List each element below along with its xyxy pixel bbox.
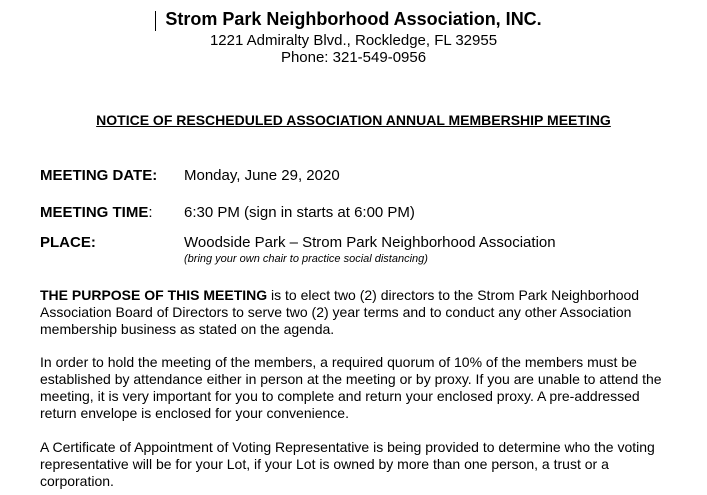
meeting-time-label: MEETING TIME bbox=[40, 204, 149, 221]
organization-phone: Phone: 321-549-0956 bbox=[280, 49, 427, 66]
notice-title: NOTICE OF RESCHEDULED ASSOCIATION ANNUAL MEMBERSHIP MEETING bbox=[96, 112, 611, 128]
meeting-time-colon: : bbox=[148, 204, 153, 221]
place-label: PLACE: bbox=[40, 234, 96, 251]
meeting-date-label: MEETING DATE: bbox=[40, 167, 158, 184]
purpose-text: is to elect two (2) directors to the Strom Park Neighborhood Association Board of Directors to serve two (2) year terms and to conduct any other Association membership business as stated on the agenda. bbox=[40, 287, 640, 337]
certificate-paragraph: A Certificate of Appointment of Voting Representative is being provided to determine who the voting representative will be for your Lot, if your Lot is owned by more than one person, a trust or a corporation. bbox=[40, 439, 655, 489]
place-value: Woodside Park – Strom Park Neighborhood Association bbox=[184, 234, 556, 251]
organization-name: Strom Park Neighborhood Association, INC. bbox=[165, 9, 542, 29]
purpose-paragraph bbox=[40, 287, 665, 338]
meeting-time-value: 6:30 PM (sign in starts at 6:00 PM) bbox=[184, 204, 415, 221]
meeting-time-label-wrap bbox=[40, 204, 153, 221]
purpose-lead: THE PURPOSE OF THIS MEETING bbox=[40, 287, 268, 303]
quorum-paragraph: In order to hold the meeting of the members, a required quorum of 10% of the members must be established by attendance either in person at the meeting or by proxy. If you are unable to attend the meeting, it is very important for you to complete and return your enclosed proxy. A pre-addressed return envelope is enclosed for your convenience. bbox=[40, 354, 662, 421]
organization-address: 1221 Admiralty Blvd., Rockledge, FL 32955 bbox=[209, 32, 498, 49]
place-note: (bring your own chair to practice social distancing) bbox=[184, 253, 428, 265]
meeting-date-value: Monday, June 29, 2020 bbox=[184, 167, 340, 184]
